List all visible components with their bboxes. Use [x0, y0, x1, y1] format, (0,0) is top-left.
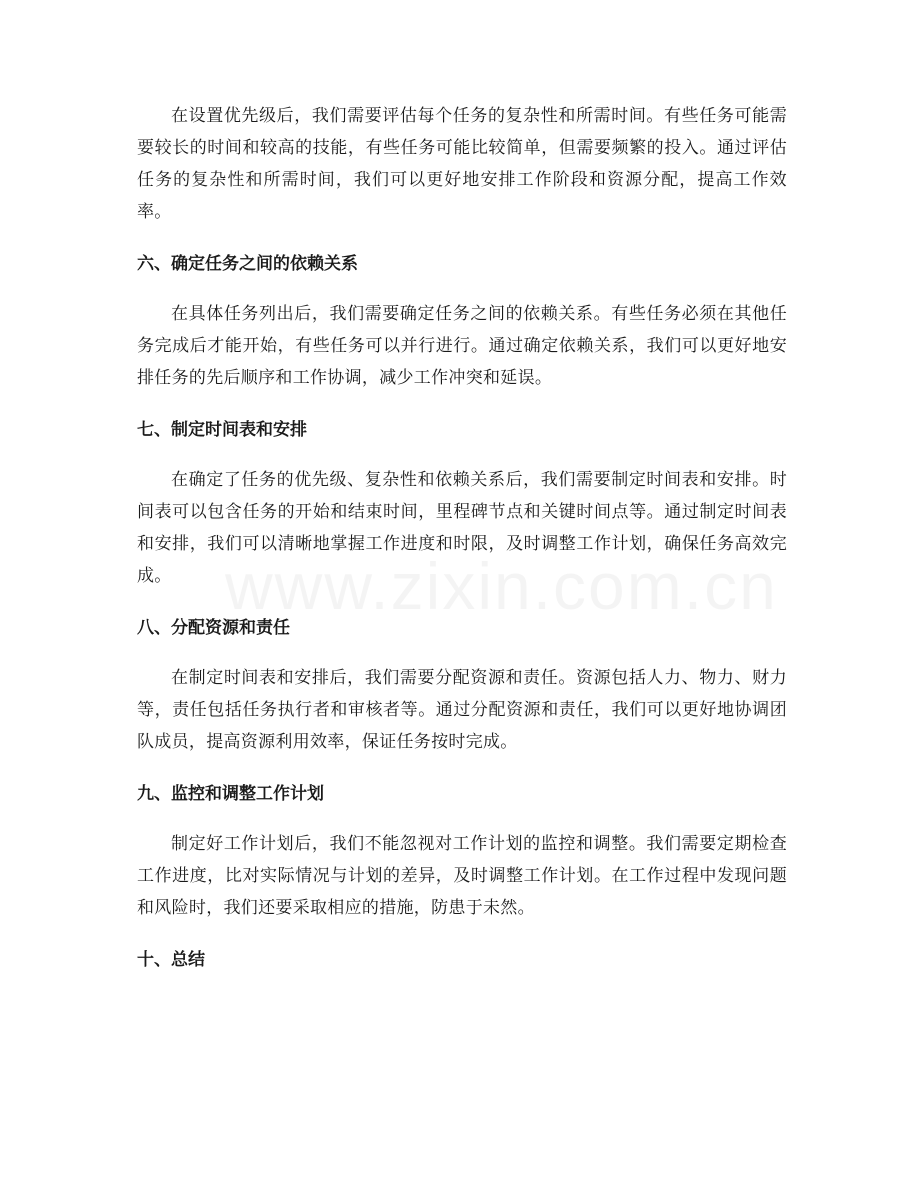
section-8: [137, 612, 787, 758]
section-heading: 八、分配资源和责任: [137, 618, 290, 638]
section-7: [137, 414, 787, 592]
section-6: [137, 248, 787, 394]
section-heading: 六、确定任务之间的依赖关系: [137, 254, 358, 274]
section-body: 在制定时间表和安排后，我们需要分配资源和责任。资源包括人力、物力、财力等，责任包括任务执行者和审核者等。通过分配资源和责任，我们可以更好地协调团队成员，提高资源利用效率，保证任务按时完成。: [137, 668, 787, 752]
section-heading: 七、制定时间表和安排: [137, 420, 307, 440]
section-heading: 九、监控和调整工作计划: [137, 784, 324, 804]
section-heading: 十、总结: [137, 950, 205, 970]
document-content: [137, 100, 787, 994]
paragraph-intro: 在设置优先级后，我们需要评估每个任务的复杂性和所需时间。有些任务可能需要较长的时间和较高的技能，有些任务可能比较简单，但需要频繁的投入。通过评估任务的复杂性和所需时间，我们可以更好地安排工作阶段和资源分配，提高工作效率。: [137, 106, 787, 222]
section-9: [137, 778, 787, 924]
section-body: 在具体任务列出后，我们需要确定任务之间的依赖关系。有些任务必须在其他任务完成后才能开始，有些任务可以并行进行。通过确定依赖关系，我们可以更好地安排任务的先后顺序和工作协调，减少工作冲突和延误。: [137, 304, 787, 388]
section-body: 制定好工作计划后，我们不能忽视对工作计划的监控和调整。我们需要定期检查工作进度，比对实际情况与计划的差异，及时调整工作计划。在工作过程中发现问题和风险时，我们还要采取相应的措施，防患于未然。: [137, 834, 787, 918]
section-body: 在确定了任务的优先级、复杂性和依赖关系后，我们需要制定时间表和安排。时间表可以包含任务的开始和结束时间，里程碑节点和关键时间点等。通过制定时间表和安排，我们可以清晰地掌握工作进度和时限，及时调整工作计划，确保任务高效完成。: [137, 470, 787, 586]
section-10: [137, 944, 787, 976]
